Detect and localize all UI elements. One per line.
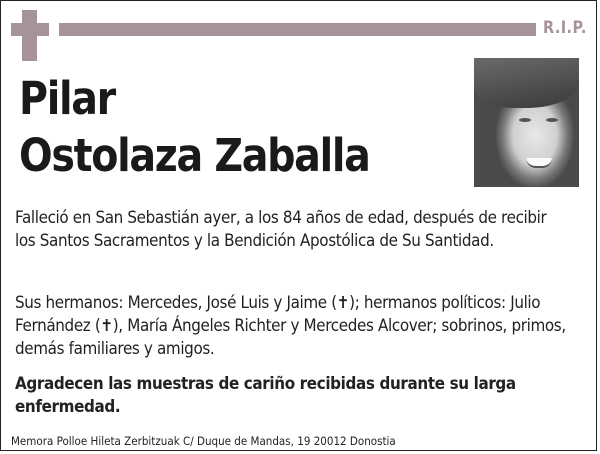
family-paragraph: Sus hermanos: Mercedes, José Luis y Jaime (✝); hermanos políticos: Julio Fernández (✝), María Ángeles Richter y Mercedes Alcover; sobrinos, primos, demás familiares y amigos. xyxy=(15,293,566,358)
surnames: Ostolaza Zaballa xyxy=(19,129,370,182)
header-divider xyxy=(59,23,536,36)
rip-label: R.I.P. xyxy=(543,18,587,38)
funeral-home-footer: Memora Polloe Hileta Zerbitzuak C/ Duque de Mandas, 19 20012 Donostia xyxy=(11,434,396,448)
portrait-photo xyxy=(474,58,579,187)
death-notice-paragraph: Falleció en San Sebastián ayer, a los 84 años de edad, después de recibir los Santos Sacramentos y la Bendición Apostólica de Su Santidad. xyxy=(15,208,547,250)
photo-smile xyxy=(526,158,552,168)
cross-icon-arm xyxy=(11,23,49,36)
photo-eye xyxy=(546,118,558,122)
first-name: Pilar xyxy=(19,72,115,125)
deceased-name xyxy=(19,70,369,184)
thanks-paragraph: Agradecen las muestras de cariño recibidas durante su larga enfermedad. xyxy=(15,374,516,416)
photo-eye xyxy=(519,118,531,122)
photo-hair xyxy=(474,58,579,108)
